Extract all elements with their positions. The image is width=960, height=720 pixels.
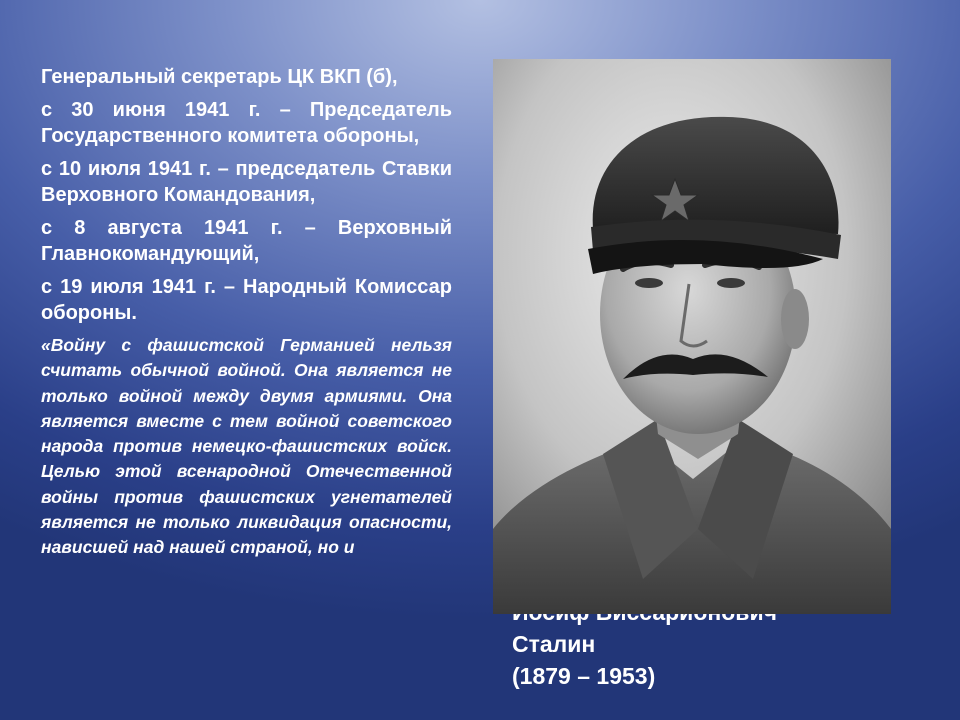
portrait-photo-icon — [493, 59, 891, 614]
caption-years: (1879 – 1953) — [512, 663, 656, 689]
bio-line-defense-committee: с 30 июня 1941 г. – Председатель Государственного комитета обороны, — [41, 99, 452, 147]
bio-line-stavka: с 10 июля 1941 г. – председатель Ставки Верховного Командования, — [41, 158, 452, 206]
bio-text-column — [41, 64, 452, 561]
bio-line-peoples-commissar: с 19 июля 1941 г. – Народный Комиссар обороны. — [41, 276, 452, 324]
portrait-photo — [493, 59, 891, 614]
bio-line-general-secretary: Генеральный секретарь ЦК ВКП (б), — [41, 66, 398, 88]
bio-line-commander-in-chief: с 8 августа 1941 г. – Верховный Главнокомандующий, — [41, 217, 452, 265]
quote-text: «Войну с фашистской Германией нельзя считать обычной войной. Она является не только войной между двумя армиями. Она является вместе с тем войной советского народа против немецко-фашистских войск. Целью этой всенародной Отечественной войны против фашистских угнетателей является не только ликвидация опасности, нависшей над нашей страной, но и — [41, 335, 452, 558]
caption-surname: Сталин — [512, 631, 596, 657]
